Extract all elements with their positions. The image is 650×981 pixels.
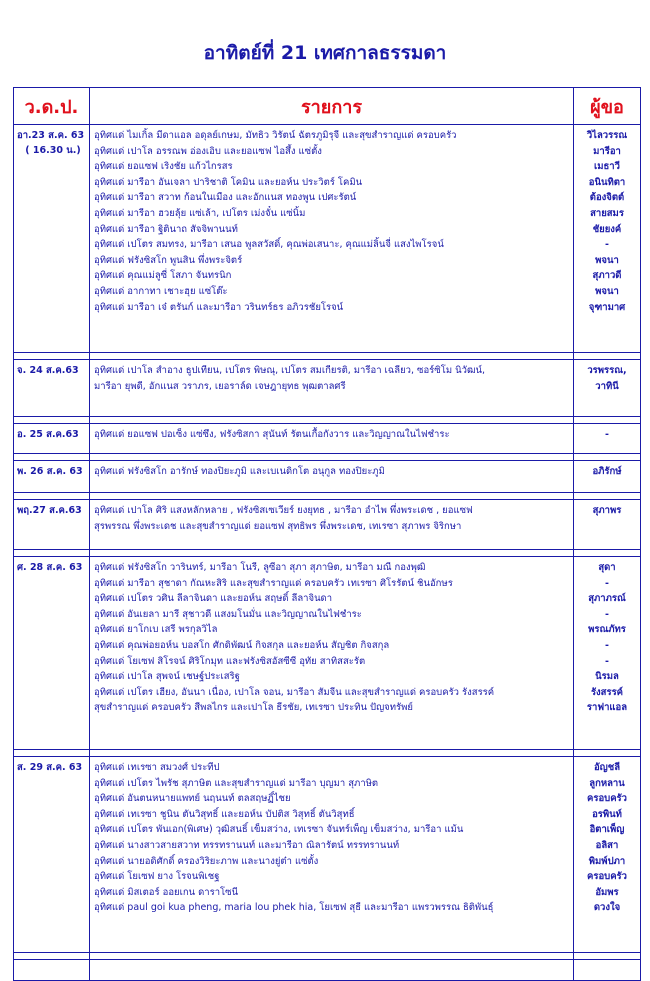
- date-text: อา.23 ส.ค. 63: [17, 130, 85, 141]
- intention-line: อุทิศแด่ โยเซฟ ยาง โรจนพิเชฐ: [94, 871, 220, 883]
- requester-name: -: [605, 429, 609, 440]
- items-cell: [90, 424, 574, 454]
- spacer-cell: [14, 454, 90, 461]
- spacer-cell: [14, 953, 90, 960]
- requester-name: ดวงใจ: [593, 902, 621, 914]
- mass-intentions-table: [13, 87, 641, 981]
- spacer-cell: [90, 550, 574, 557]
- spacer-cell: [90, 353, 574, 360]
- requester-name: สุภาวดี: [592, 270, 622, 282]
- requester-name: อลิสา: [595, 839, 619, 851]
- items-cell: [90, 757, 574, 953]
- spacer-cell: [14, 353, 90, 360]
- requester-name: ชัยยงค์: [592, 223, 622, 235]
- intention-line: อุทิศแด่ คุณแม่ลูซี่ โสภา จันทรนิก: [94, 270, 232, 282]
- intention-line: อุทิศแด่ อันเยลา มารี สุชาวดี แสงมโนมั่น และวิญญาณในไฟชำระ: [94, 608, 362, 620]
- requester-name: สุภาภรณ์: [588, 593, 626, 605]
- date-cell: [14, 500, 90, 550]
- intention-line: อุทิศแด่ เปาโล อรรณพ อ่องเอิบ และยอแซฟ ไอสึ้ง แซ่ตั้ง: [94, 145, 322, 157]
- table-row: [14, 424, 641, 454]
- requester-name: ครอบครัว: [587, 793, 627, 805]
- spacer-cell: [574, 493, 641, 500]
- empty-cell: [574, 960, 641, 981]
- intention-line: อุทิศแด่ เปาโล สุพจน์ เชษฐ์ประเสริฐ: [94, 671, 240, 683]
- intention-line: อุทิศแด่ ไมเกิ้ล มีดาแอล อดุลย์เกษม, มัทธิว วิรัตน์ ฉัตรภูมิรุจี และสุขสำราญแด่ ครอบครัว: [94, 130, 457, 141]
- spacer-cell: [574, 353, 641, 360]
- date-text: อ. 25 ส.ค.63: [17, 429, 79, 440]
- row-spacer: [14, 493, 641, 500]
- date-cell: [14, 424, 90, 454]
- intention-line: อุทิศแด่ มารีอา เจ๋ ตรันก์ และมารีอา วรินทร์ธร อภิวรชัยโรจน์: [94, 301, 344, 313]
- requester-cell: [574, 757, 641, 953]
- requester-name: นิรมล: [595, 671, 619, 683]
- spacer-cell: [90, 493, 574, 500]
- intention-line: อุทิศแด่ มารีอา อันเจลา ปาริชาติ โคมิน และยอห์น ประวิตร์ โคมิน: [94, 176, 363, 188]
- intention-line: อุทิศแด่ ฟรังซิสโก วารินทร์, มารีอา โนรี, ลูซีอา สุภา สุภาษิต, มารีอา มณี กองพุฒิ: [94, 562, 426, 573]
- header-date: ว.ด.ป.: [14, 88, 90, 125]
- table-row: [14, 500, 641, 550]
- requester-cell: [574, 461, 641, 493]
- spacer-cell: [14, 417, 90, 424]
- items-cell: [90, 461, 574, 493]
- row-spacer: [14, 550, 641, 557]
- requester-name: ลูกหลาน: [589, 777, 625, 789]
- intention-line: อุทิศแด่ ยอแซฟ เริงชัย แก้วไกรสร: [94, 161, 233, 173]
- intention-line: อุทิศแด่ เปโตร วศิน ลีลาจินดา และยอห์น สฤษดิ์ ลีลาจินดา: [94, 593, 333, 605]
- spacer-cell: [90, 750, 574, 757]
- spacer-cell: [90, 454, 574, 461]
- requester-name: จุฑามาศ: [588, 301, 626, 313]
- spacer-cell: [574, 454, 641, 461]
- intention-line: อุทิศแด่ ยอแซฟ ปอเซ็ง แซ่ซึง, ฟรังซิสกา สุนันท์ รัตนเกื้อกังวาร และวิญญาณในไฟชำระ: [94, 429, 450, 440]
- requester-name: สุภาพร: [592, 505, 622, 516]
- date-cell: [14, 461, 90, 493]
- date-text: พ. 26 ส.ค. 63: [17, 466, 83, 477]
- requester-name: ต้องจิตต์: [589, 192, 625, 204]
- intention-line: อุทิศแด่ มารีอา สวาท ก้อนในเมือง และอักแนส ทองพูน เปศะรัตน์: [94, 192, 357, 204]
- table-row-partial: [14, 960, 641, 981]
- intention-line: อุทิศแด่ มิสเตอร์ ออยเกน ดาราโซนี: [94, 886, 239, 898]
- requester-name: อภิรักษ์: [592, 466, 622, 477]
- date-text: ศ. 28 ส.ค. 63: [17, 562, 83, 573]
- date-cell: [14, 360, 90, 417]
- table-row: [14, 360, 641, 417]
- table-row: [14, 461, 641, 493]
- requester-name: อนินทิตา: [588, 176, 626, 188]
- requester-name: -: [605, 655, 609, 667]
- date-time: ( 16.30 น.): [25, 145, 81, 156]
- intention-line: อุทิศแด่ paul goi kua pheng, maria lou phek hia, โยเซฟ สุธี และมารีอา แพรวพรรณ ธิติพันธุ์: [94, 902, 494, 914]
- row-spacer: [14, 953, 641, 960]
- intention-line: อุทิศแด่ เทเรซา สมวงศ์ ประทีป: [94, 762, 220, 773]
- empty-cell: [90, 960, 574, 981]
- intention-line: อุทิศแด่ เปโตร เฮียง, อันนา เนื่อง, เปาโล จอน, มารีอา สัมจีน และสุขสำราญแด่ ครอบครัว รังสรรค์: [94, 686, 495, 698]
- intention-line: อุทิศแด่ เทเรซา ชูนิน ตันวิสุทธิ์ และยอห์น บัปติส วิสุทธิ์ ตันวิสุทธิ์: [94, 808, 355, 820]
- requester-cell: [574, 557, 641, 750]
- intention-line: สุขสำราญแด่ ครอบครัว สีพลไกร และเปาโล ธีรชัย, เทเรซา ประทิน ปัญจทรัพย์: [94, 702, 413, 714]
- items-cell: [90, 557, 574, 750]
- intention-line: อุทิศแด่ ฟรังซิสโก อารักษ์ ทองปิยะภูมิ และเบเนดิกโต อนุกูล ทองปิยะภูมิ: [94, 466, 385, 477]
- intention-line: สุรพรรณ พึ่งพระเดช และสุขสำราญแด่ ยอแซฟ สุทธิพร พึ่งพระเดช, เทเรซา สุภาพร จิริกษา: [94, 520, 462, 532]
- requester-name: พิมพ์ปภา: [588, 855, 626, 867]
- spacer-cell: [14, 493, 90, 500]
- requester-name: พจนา: [595, 254, 619, 266]
- items-cell: [90, 125, 574, 353]
- table-header-row: [14, 88, 641, 125]
- empty-cell: [14, 960, 90, 981]
- date-cell: [14, 557, 90, 750]
- requester-name: อัมพร: [595, 886, 619, 898]
- row-spacer: [14, 750, 641, 757]
- intention-line: อุทิศแด่ ฟรังซิสโก พูนสิน พึ่งพระจิตร์: [94, 254, 243, 266]
- requester-name: วรพรรณ,: [587, 365, 627, 376]
- intention-line: อุทิศแด่ เปโตร สมทรง, มารีอา เสนอ พูลสวัสดิ์, คุณพ่อเสนาะ, คุณแม่ลิ้นจี่ แสงไพโรจน์: [94, 239, 444, 251]
- page-title: อาทิตย์ที่ 21 เทศกาลธรรมดา: [203, 42, 447, 64]
- header-requester: ผู้ขอ: [574, 88, 641, 125]
- date-text: จ. 24 ส.ค.63: [17, 365, 79, 376]
- table-row: [14, 757, 641, 953]
- intention-line: อุทิศแด่ เปาโล ศิริ แสงหลักหลาย , ฟรังซิสเซเวียร์ ยงยุทธ , มารีอา อำไพ พึ่งพระเดช , ยอแซฟ: [94, 505, 473, 516]
- spacer-cell: [574, 750, 641, 757]
- intention-line: อุทิศแด่ โยเซฟ สิโรจน์ ศิริโกมุท และฟรังซิสอัสซีซี อุทัย สาทิสสะรัต: [94, 655, 366, 667]
- requester-name: -: [605, 577, 609, 589]
- date-cell: [14, 757, 90, 953]
- intention-line: อุทิศแด่ ยาโกเบ เสรี พรกุลวิไล: [94, 624, 218, 636]
- date-cell: [14, 125, 90, 353]
- intention-line: อุทิศแด่ มารีอา สุชาดา กัณหะสิริ และสุขสำราญแด่ ครอบครัว เทเรซา ศิโรรัตน์ ชินอักษร: [94, 577, 453, 589]
- items-cell: [90, 360, 574, 417]
- table-row: [14, 125, 641, 353]
- requester-name: -: [605, 239, 609, 251]
- spacer-cell: [574, 417, 641, 424]
- requester-cell: [574, 500, 641, 550]
- items-cell: [90, 500, 574, 550]
- intention-line: อุทิศแด่ เปโตร ไพรัช สุภาษิต และสุขสำราญแด่ มารีอา บุญมา สุภาษิต: [94, 777, 379, 789]
- requester-name: อิตาเพ็ญ: [589, 824, 625, 836]
- intention-line: อุทิศแด่ เปาโล สำอาง ธูปเทียน, เปโตร พิษณุ, เปโตร สมเกียรติ, มารีอา เฉลียว, ซอร์ซิโม นิวัฒน์,: [94, 365, 486, 376]
- requester-cell: [574, 125, 641, 353]
- spacer-cell: [14, 750, 90, 757]
- requester-name: สายสมร: [590, 207, 624, 219]
- requester-name: พจนา: [595, 285, 619, 297]
- header-items: รายการ: [90, 88, 574, 125]
- requester-name: พรณภัทร: [588, 624, 626, 636]
- requester-name: วิไลวรรณ: [586, 130, 628, 141]
- intention-line: อุทิศแด่ นางสาวสายสวาท ทรรทรานนท์ และมารีอา ณิลารัตน์ ทรรทรานนท์: [94, 839, 400, 851]
- requester-name: วาทินี: [595, 380, 619, 392]
- table-row: [14, 557, 641, 750]
- spacer-cell: [574, 953, 641, 960]
- spacer-cell: [90, 953, 574, 960]
- spacer-cell: [90, 417, 574, 424]
- intention-line: อุทิศแด่ เปโตร พันเอก(พิเศษ) วุฒิสนธิ์ เข็มสว่าง, เทเรซา จันทร์เพ็ญ เข็มสว่าง, มารีอา แม้น: [94, 824, 464, 836]
- requester-name: สุดา: [598, 562, 616, 573]
- spacer-cell: [574, 550, 641, 557]
- intention-line: อุทิศแด่ มารีอา ฐิตินาถ สัจจิพานนท์: [94, 223, 238, 235]
- row-spacer: [14, 353, 641, 360]
- requester-name: ราฟาแอล: [586, 702, 628, 714]
- intention-line: มารีอา ยุพดี, อักแนส วราภร, เยอราล์ด เจษฎายุทธ พุฒตาลศรี: [94, 380, 346, 392]
- intention-line: อุทิศแด่ คุณพ่อยอห์น บอสโก ศักดิพัฒน์ กิจสกุล และยอห์น สัญชิต กิจสกุล: [94, 639, 390, 651]
- intention-line: อุทิศแด่ อากาทา เชาะฮุย แซ่โต๊ะ: [94, 285, 228, 297]
- requester-name: รังสรรค์: [590, 686, 624, 698]
- intention-line: อุทิศแด่ มารีอา ฮวยลุ้ย แซ่เล้า, เปโตร เม่งจั๋น แซ่นิ้ม: [94, 207, 306, 219]
- requester-name: -: [605, 608, 609, 620]
- requester-name: อัญชลี: [593, 762, 621, 773]
- requester-name: เมธาวี: [594, 161, 620, 173]
- date-text: ส. 29 ส.ค. 63: [17, 762, 83, 773]
- spacer-cell: [14, 550, 90, 557]
- requester-name: -: [605, 639, 609, 651]
- intention-line: อุทิศแด่ อันตนหนายแพทย์ นฤนนท์ ตลสฤษฏิ์ไชย: [94, 793, 291, 805]
- date-text: พฤ.27 ส.ค.63: [17, 505, 82, 516]
- row-spacer: [14, 417, 641, 424]
- intention-line: อุทิศแด่ นายอดิศักดิ์ ครองวิริยะภาพ และนางยู่ต๋า แซ่ตั้ง: [94, 855, 319, 867]
- requester-cell: [574, 360, 641, 417]
- requester-cell: [574, 424, 641, 454]
- requester-name: อรพินท์: [592, 808, 622, 820]
- requester-name: ครอบครัว: [587, 871, 627, 883]
- row-spacer: [14, 454, 641, 461]
- requester-name: มารีอา: [593, 145, 621, 157]
